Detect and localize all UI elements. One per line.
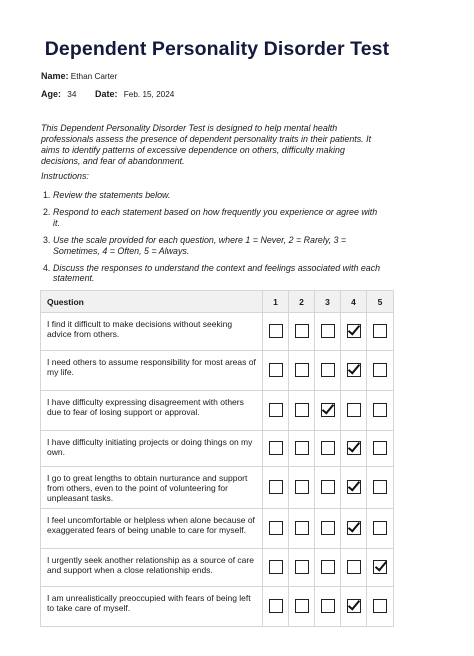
answer-cell-5: [367, 549, 394, 587]
checkbox[interactable]: [321, 480, 335, 494]
answer-cell-4: [341, 313, 367, 351]
answer-cell-2: [289, 509, 315, 549]
date-field: [95, 89, 174, 99]
checkbox[interactable]: [269, 441, 283, 455]
checkbox[interactable]: [295, 521, 309, 535]
table-row: [41, 467, 394, 509]
question-text: I am unrealistically preoccupied with fears of being left to take care of myself.: [41, 587, 263, 627]
answer-cell-3: [315, 549, 341, 587]
questions-table: [40, 290, 394, 627]
question-text: I find it difficult to make decisions without seeking advice from others.: [41, 313, 263, 351]
name-field: [41, 71, 117, 81]
intro-paragraph: This Dependent Personality Disorder Test is designed to help mental health professionals assess the presence of dependent personality traits in their patients. It aims to identify patterns of excessive dependence on others, difficulty making decisions, and fear of abandonment.: [41, 123, 372, 166]
instruction-text: Use the scale provided for each question, where 1 = Never, 2 = Rarely, 3 = Sometimes, 4 = Often, 5 = Always.: [53, 235, 347, 256]
checkbox[interactable]: [269, 324, 283, 338]
age-field: [41, 89, 76, 99]
question-text: I feel uncomfortable or helpless when alone because of exaggerated fears of being unable to care for myself.: [41, 509, 263, 549]
answer-cell-2: [289, 467, 315, 509]
answer-cell-3: [315, 509, 341, 549]
instruction-text: Respond to each statement based on how frequently you experience or agree with it.: [53, 207, 378, 228]
instruction-item: [41, 235, 386, 256]
checkbox[interactable]: [295, 480, 309, 494]
answer-cell-5: [367, 313, 394, 351]
table-row: [41, 587, 394, 627]
answer-cell-3: [315, 587, 341, 627]
checked-checkbox[interactable]: [347, 599, 361, 613]
answer-cell-1: [263, 587, 289, 627]
checkbox[interactable]: [269, 480, 283, 494]
checkbox[interactable]: [321, 441, 335, 455]
answer-cell-5: [367, 391, 394, 431]
checkbox[interactable]: [295, 363, 309, 377]
answer-cell-4: [341, 351, 367, 391]
table-header-row: [41, 291, 394, 313]
checkbox[interactable]: [269, 403, 283, 417]
instruction-item: [41, 207, 386, 228]
checkbox[interactable]: [373, 521, 387, 535]
checkbox[interactable]: [347, 403, 361, 417]
answer-cell-3: [315, 391, 341, 431]
answer-cell-2: [289, 431, 315, 467]
header-scale-2: 2: [289, 291, 315, 313]
checkbox[interactable]: [373, 403, 387, 417]
checkbox[interactable]: [373, 480, 387, 494]
instruction-number: 1.: [43, 190, 51, 200]
instructions-list: [41, 190, 386, 291]
answer-cell-1: [263, 509, 289, 549]
answer-cell-2: [289, 351, 315, 391]
instruction-number: 3.: [43, 235, 51, 246]
age-label: Age:: [41, 89, 61, 99]
answer-cell-4: [341, 431, 367, 467]
checked-checkbox[interactable]: [347, 363, 361, 377]
checked-checkbox[interactable]: [347, 324, 361, 338]
answer-cell-1: [263, 431, 289, 467]
answer-cell-1: [263, 351, 289, 391]
answer-cell-3: [315, 431, 341, 467]
table-row: [41, 509, 394, 549]
checkbox[interactable]: [321, 324, 335, 338]
name-label: Name:: [41, 71, 69, 81]
instruction-number: 2.: [43, 207, 51, 218]
answer-cell-4: [341, 549, 367, 587]
checked-checkbox[interactable]: [321, 403, 335, 417]
question-text: I need others to assume responsibility for most areas of my life.: [41, 351, 263, 391]
answer-cell-4: [341, 509, 367, 549]
instruction-item: [41, 263, 386, 284]
answer-cell-1: [263, 391, 289, 431]
name-value: Ethan Carter: [70, 72, 118, 81]
table-row: [41, 391, 394, 431]
table-row: [41, 351, 394, 391]
instructions-heading: Instructions:: [41, 171, 89, 181]
instruction-text: Discuss the responses to understand the context and feelings associated with each statement.: [53, 262, 381, 284]
answer-cell-2: [289, 313, 315, 351]
checkbox[interactable]: [347, 560, 361, 574]
checkbox[interactable]: [295, 441, 309, 455]
question-text: I urgently seek another relationship as a source of care and support when a close relationship ends.: [41, 549, 263, 587]
answer-cell-1: [263, 549, 289, 587]
page-title: Dependent Personality Disorder Test: [44, 38, 390, 60]
checkbox[interactable]: [269, 521, 283, 535]
checkbox[interactable]: [269, 560, 283, 574]
answer-cell-1: [263, 467, 289, 509]
answer-cell-5: [367, 587, 394, 627]
checked-checkbox[interactable]: [347, 441, 361, 455]
questions-body: [41, 313, 394, 627]
answer-cell-3: [315, 351, 341, 391]
age-value: 34: [67, 90, 77, 99]
checkbox[interactable]: [269, 363, 283, 377]
answer-cell-2: [289, 549, 315, 587]
checkbox[interactable]: [321, 521, 335, 535]
question-text: I go to great lengths to obtain nurturance and support from others, even to the point of volunteering for unpleasant tasks.: [41, 467, 263, 509]
checkbox[interactable]: [295, 403, 309, 417]
header-scale-4: 4: [341, 291, 367, 313]
answer-cell-5: [367, 351, 394, 391]
checkbox[interactable]: [295, 560, 309, 574]
answer-cell-3: [315, 313, 341, 351]
answer-cell-2: [289, 391, 315, 431]
checkbox[interactable]: [373, 363, 387, 377]
answer-cell-5: [367, 467, 394, 509]
question-text: I have difficulty initiating projects or doing things on my own.: [41, 431, 263, 467]
checked-checkbox[interactable]: [347, 521, 361, 535]
answer-cell-4: [341, 467, 367, 509]
date-value: Feb. 15, 2024: [123, 90, 175, 99]
table-row: [41, 431, 394, 467]
header-scale-5: 5: [367, 291, 394, 313]
checkbox[interactable]: [373, 324, 387, 338]
answer-cell-1: [263, 313, 289, 351]
checkbox[interactable]: [321, 560, 335, 574]
checkbox[interactable]: [295, 324, 309, 338]
answer-cell-4: [341, 587, 367, 627]
header-scale-3: 3: [315, 291, 341, 313]
instruction-number: 4.: [43, 262, 51, 273]
question-text: I have difficulty expressing disagreement with others due to fear of losing support or approval.: [41, 391, 263, 431]
checkbox[interactable]: [269, 599, 283, 613]
header-question: Question: [41, 291, 263, 313]
checkbox[interactable]: [295, 599, 309, 613]
checkbox[interactable]: [373, 441, 387, 455]
answer-cell-5: [367, 509, 394, 549]
answer-cell-2: [289, 587, 315, 627]
checkbox[interactable]: [321, 599, 335, 613]
checkbox[interactable]: [321, 363, 335, 377]
header-scale-1: 1: [263, 291, 289, 313]
instruction-item: [41, 190, 386, 201]
date-label: Date:: [95, 89, 118, 99]
checked-checkbox[interactable]: [347, 480, 361, 494]
answer-cell-4: [341, 391, 367, 431]
table-row: [41, 549, 394, 587]
answer-cell-5: [367, 431, 394, 467]
checked-checkbox[interactable]: [373, 560, 387, 574]
instruction-text: Review the statements below.: [53, 190, 171, 200]
table-row: [41, 313, 394, 351]
checkbox[interactable]: [373, 599, 387, 613]
answer-cell-3: [315, 467, 341, 509]
